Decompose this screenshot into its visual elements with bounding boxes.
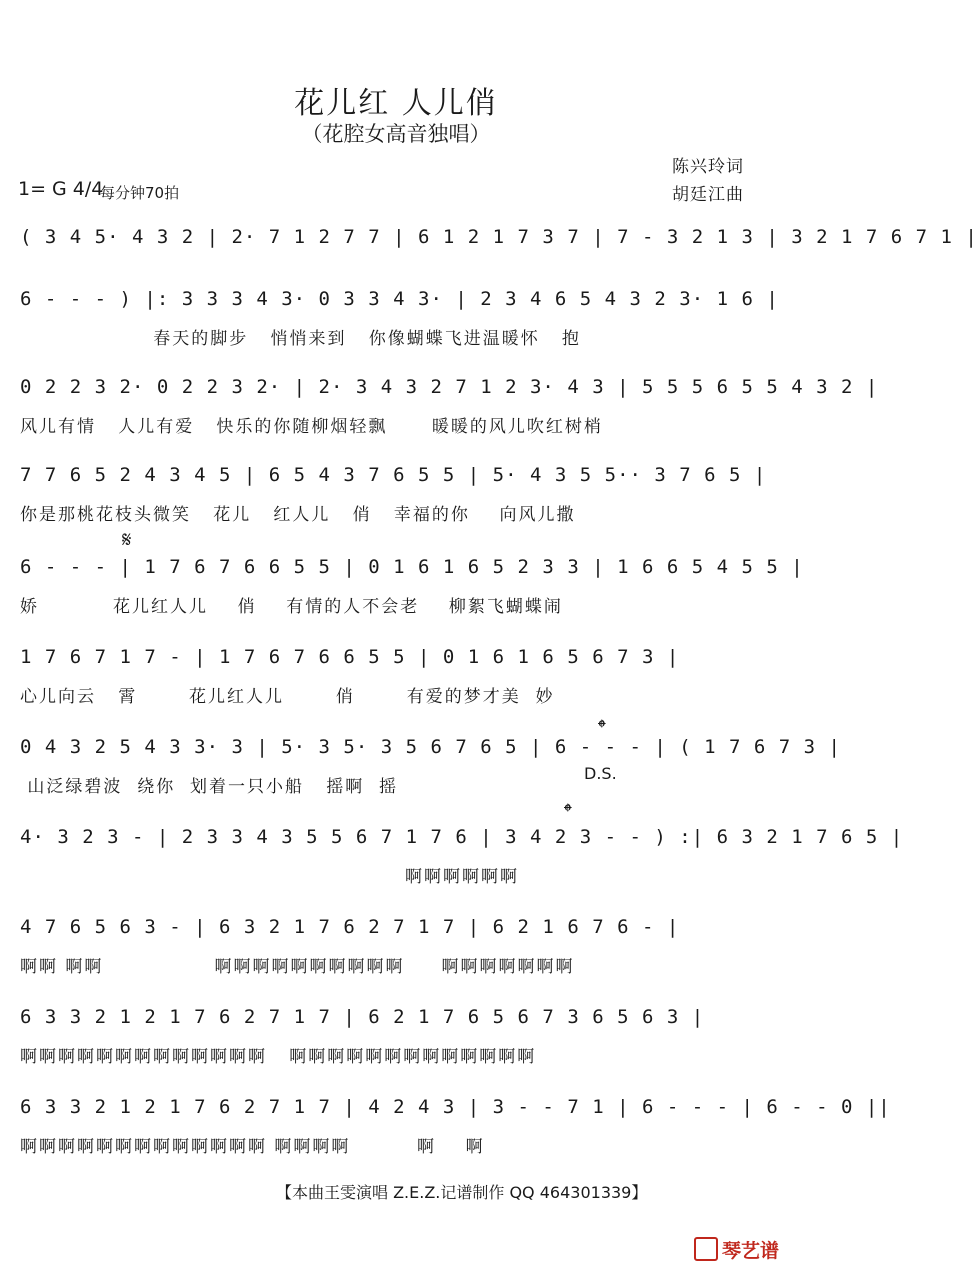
notation-line: 6 - - - ) |: 3 3 3 4 3· 0 3 3 4 3· | 2 3 4 6 5 4 3 2 3· 1 6 |	[20, 288, 779, 310]
score-system-7	[0, 736, 841, 836]
notation-line: 0 2 2 3 2· 0 2 2 3 2· | 2· 3 4 3 2 7 1 2 3· 4 3 | 5 5 5 6 5 5 4 3 2 |	[20, 376, 879, 398]
score-system-8	[0, 826, 904, 926]
notation-line: 6 3 3 2 1 2 1 7 6 2 7 1 7 | 6 2 1 7 6 5 6 7 3 6 5 6 3 |	[20, 1006, 705, 1028]
score-system-4	[0, 464, 792, 564]
dal-segno-marking: D.S.	[584, 764, 617, 783]
composer-credit: 胡廷江曲	[672, 185, 744, 205]
lyrics-line: 娇 花儿红人儿 俏 有情的人不会老 柳絮飞蝴蝶闹	[20, 597, 563, 617]
logo-icon	[694, 1237, 718, 1261]
score-system-2	[0, 288, 792, 388]
notation-line: ( 3 4 5· 4 3 2 | 2· 7 1 2 7 7 | 6 1 2 1 7 3 7 | 7 - 3 2 1 3 | 3 2 1 7 6 7 1 |	[20, 226, 978, 248]
lyrics-line: 山泛绿碧波 绕你 划着一只小船 摇啊 摇	[20, 777, 399, 797]
tempo-marking: 每分钟70拍	[100, 184, 180, 202]
coda-sign: 𝄌	[564, 800, 572, 825]
segno-sign: 𝄋	[122, 528, 132, 553]
notation-line: 6 - - - | 1 7 6 7 6 6 5 5 | 0 1 6 1 6 5 2 3 3 | 1 6 6 5 4 5 5 |	[20, 556, 804, 578]
lyrics-line: 啊啊啊啊啊啊啊啊啊啊啊啊啊 啊啊啊啊啊啊啊啊啊啊啊啊啊	[20, 1047, 537, 1067]
score-system-3	[0, 376, 879, 476]
lyrics-line: 啊啊 啊啊 啊啊啊啊啊啊啊啊啊啊 啊啊啊啊啊啊啊	[20, 957, 575, 977]
song-title: 花儿红 人儿俏	[294, 86, 498, 121]
logo-text: 琴艺谱	[722, 1240, 780, 1262]
site-logo	[694, 1236, 779, 1263]
performer-credit: 【本曲王雯演唱 Z.E.Z.记谱制作 QQ 464301339】	[276, 1183, 648, 1202]
lyrics-line: 你是那桃花枝头微笑 花儿 红人儿 俏 幸福的你 向风儿撒	[20, 505, 576, 525]
notation-line: 7 7 6 5 2 4 3 4 5 | 6 5 4 3 7 6 5 5 | 5· 4 3 5 5·· 3 7 6 5 |	[20, 464, 767, 486]
score-system-9	[0, 916, 792, 1016]
lyrics-line: 风儿有情 人儿有爱 快乐的你随柳烟轻飘 暖暖的风儿吹红树梢	[20, 417, 603, 437]
score-system-6	[0, 646, 792, 746]
coda-sign: 𝄌	[598, 716, 606, 741]
lyricist-credit: 陈兴玲词	[672, 157, 744, 177]
score-system-5	[0, 556, 804, 656]
lyrics-line: 啊啊啊啊啊啊啊啊啊啊啊啊啊 啊啊啊啊 啊 啊	[20, 1137, 485, 1157]
lyrics-line: 心儿向云 霄 花儿红人儿 俏 有爱的梦才美 妙	[20, 687, 555, 707]
notation-line: 1 7 6 7 1 7 - | 1 7 6 7 6 6 5 5 | 0 1 6 1 6 5 6 7 3 |	[20, 646, 680, 668]
song-subtitle: （花腔女高音独唱）	[301, 122, 491, 146]
notation-line: 4· 3 2 3 - | 2 3 3 4 3 5 5 6 7 1 7 6 | 3 4 2 3 - - ) :| 6 3 2 1 7 6 5 |	[20, 826, 904, 848]
notation-line: 0 4 3 2 5 4 3 3· 3 | 5· 3 5· 3 5 6 7 6 5 | 6 - - - | ( 1 7 6 7 3 |	[20, 736, 841, 758]
notation-line: 4 7 6 5 6 3 - | 6 3 2 1 7 6 2 7 1 7 | 6 2 1 6 7 6 - |	[20, 916, 680, 938]
lyrics-line: 春天的脚步 悄悄来到 你像蝴蝶飞进温暖怀 抱	[20, 329, 581, 349]
notation-line: 6 3 3 2 1 2 1 7 6 2 7 1 7 | 4 2 4 3 | 3 - - 7 1 | 6 - - - | 6 - - 0 ||	[20, 1096, 891, 1118]
key-signature: 1= G 4/4	[18, 178, 104, 200]
lyrics-line: 啊啊啊啊啊啊	[20, 867, 519, 887]
score-system-10	[0, 1006, 792, 1106]
